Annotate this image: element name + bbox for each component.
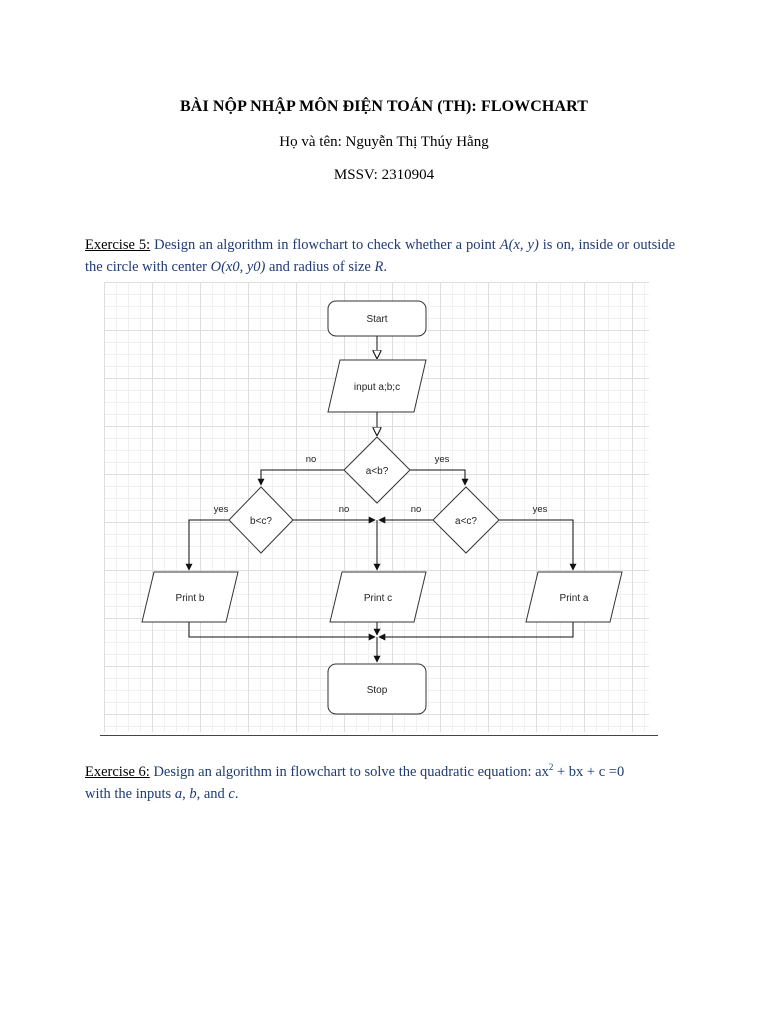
- label-bc-no: no: [338, 504, 350, 515]
- exercise-5-radius: R: [374, 259, 384, 275]
- edge-printb-merge: [189, 622, 375, 637]
- exercise-6-text-b: + bx + c =0: [553, 763, 625, 780]
- decision-ab-text: a<b?: [365, 466, 389, 477]
- edge-bc-yes: [189, 520, 229, 570]
- print-b-text: Print b: [175, 593, 205, 604]
- exercise-5-text-a: Design an algorithm in flowchart to check whether a point: [150, 237, 500, 253]
- start-text: Start: [366, 314, 388, 325]
- exercise-6-text-d: .: [234, 785, 239, 802]
- print-c-text: Print c: [363, 593, 393, 604]
- edge-ab-yes: [410, 470, 465, 485]
- decision-bc-text: b<c?: [250, 516, 272, 527]
- exercise-5-prompt: [85, 234, 675, 278]
- student-id: MSSV: 2310904: [333, 167, 435, 183]
- stop-text: Stop: [366, 685, 388, 696]
- label-ab-no: no: [305, 454, 317, 465]
- exercise-5-center: O(x0, y0): [210, 259, 266, 275]
- exercise-6-text-c: with the inputs: [85, 785, 175, 802]
- exercise-6-sep-1: ,: [182, 785, 190, 802]
- exercise-6-exponent: 2: [548, 762, 554, 772]
- exercise-5-text-c: and radius of size: [265, 259, 375, 275]
- student-name: Họ và tên: Nguyễn Thị Thúy Hằng: [279, 134, 489, 150]
- exercise-6-sep-2: , and: [196, 785, 229, 802]
- label-bc-yes: yes: [213, 504, 229, 515]
- exercise-5-text-b: is on, inside or outside the circle with center: [85, 237, 675, 275]
- flowchart-canvas: [104, 282, 649, 732]
- document-title: BÀI NỘP NHẬP MÔN ĐIỆN TOÁN (TH): FLOWCHART: [180, 98, 588, 115]
- exercise-5-label: Exercise 5:: [85, 237, 151, 253]
- exercise-5-point: A(x, y): [499, 237, 539, 253]
- exercise-6-label: Exercise 6:: [85, 763, 150, 780]
- decision-ac-text: a<c?: [455, 516, 477, 527]
- exercise-6-text-a: Design an algorithm in flowchart to solve the quadratic equation: ax: [149, 763, 549, 780]
- exercise-6-line-1: [85, 756, 675, 783]
- edge-ab-no: [261, 470, 344, 485]
- label-ab-yes: yes: [434, 454, 450, 465]
- input-text: input a;b;c: [353, 382, 401, 393]
- print-a-text: Print a: [559, 593, 589, 604]
- edge-printa-merge: [379, 622, 573, 637]
- exercise-6-line-2: [85, 783, 675, 805]
- exercise-6-prompt: [85, 756, 675, 805]
- exercise-6-var-c: c: [228, 785, 235, 802]
- edge-ac-yes: [499, 520, 573, 570]
- exercise-5-text-d: .: [383, 259, 387, 275]
- label-ac-yes: yes: [532, 504, 548, 515]
- exercise-6-var-a: a: [174, 785, 183, 802]
- section-divider: [100, 735, 658, 736]
- flowchart-diagram: [104, 282, 649, 732]
- label-ac-no: no: [410, 504, 422, 515]
- exercise-6-var-b: b: [189, 785, 197, 802]
